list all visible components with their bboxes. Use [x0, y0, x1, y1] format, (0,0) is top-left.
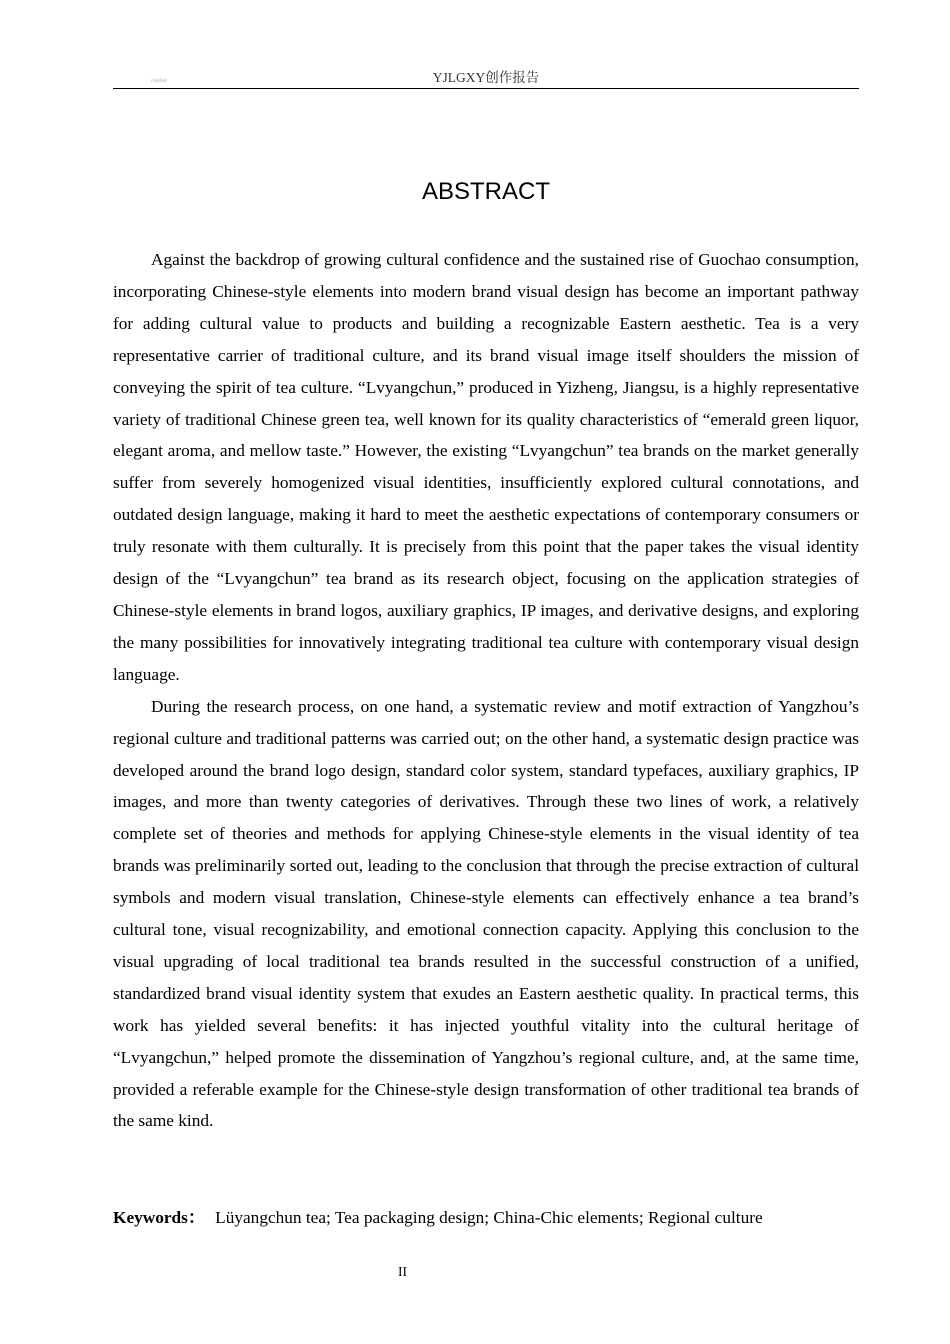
header-title: YJLGXY创作报告: [432, 70, 540, 85]
keywords-values: Lüyangchun tea; Tea packaging design; China-Chic elements; Regional culture: [215, 1208, 763, 1227]
keywords-label: Keywords：: [113, 1208, 206, 1227]
page-number: II: [398, 1264, 407, 1279]
abstract-paragraph-1: Against the backdrop of growing cultural confidence and the sustained rise of Guochao consumption, incorporating Chinese-style elements into modern brand visual design has become an important pathway for adding cultural value to products and building a recognizable Eastern aesthetic. Tea is a very representative carrier of traditional culture, and its brand visual image itself shoulders the mission of conveying the spirit of tea culture. “Lvyangchun,” produced in Yizheng, Jiangsu, is a highly representative variety of traditional Chinese green tea, well known for its quality characteristics of “emerald green liquor, elegant aroma, and mellow taste.” However, the existing “Lvyangchun” tea brands on the market generally suffer from severely homogenized visual identities, insufficiently explored cultural connotations, and outdated design language, making it hard to meet the aesthetic expectations of contemporary consumers or truly resonate with them culturally. It is precisely from this point that the paper takes the visual identity design of the “Lvyangchun” tea brand as its research object, focusing on the application strategies of Chinese-style elements in brand logos, auxiliary graphics, IP images, and derivative designs, and exploring the many possibilities for innovatively integrating traditional tea culture with contemporary visual design language.: [113, 250, 859, 684]
abstract-title: ABSTRACT: [421, 178, 550, 205]
header-mark: 内部资料: [151, 78, 167, 83]
keywords-line: [113, 1202, 859, 1234]
abstract-paragraph-2: During the research process, on one hand, a systematic review and motif extraction of Yangzhou’s regional culture and traditional patterns was carried out; on the other hand, a systematic design practice was developed around the brand logo design, standard color system, standard typefaces, auxiliary graphics, IP images, and more than twenty categories of derivatives. Through these two lines of work, a relatively complete set of theories and methods for applying Chinese-style elements in the visual identity of tea brands was preliminarily sorted out, leading to the conclusion that through the precise extraction of cultural symbols and modern visual translation, Chinese-style elements can effectively enhance a tea brand’s cultural tone, visual recognizability, and emotional connection capacity. Applying this conclusion to the visual upgrading of local traditional tea brands resulted in the successful construction of a unified, standardized brand visual identity system that exudes an Eastern aesthetic quality. In practical terms, this work has yielded several benefits: it has injected youthful vitality into the cultural heritage of “Lvyangchun,” helped promote the dissemination of Yangzhou’s regional culture, and, at the same time, provided a referable example for the Chinese-style design transformation of other traditional tea brands of the same kind.: [113, 696, 859, 1131]
page-header: [113, 60, 859, 89]
abstract-body: [113, 244, 859, 1137]
